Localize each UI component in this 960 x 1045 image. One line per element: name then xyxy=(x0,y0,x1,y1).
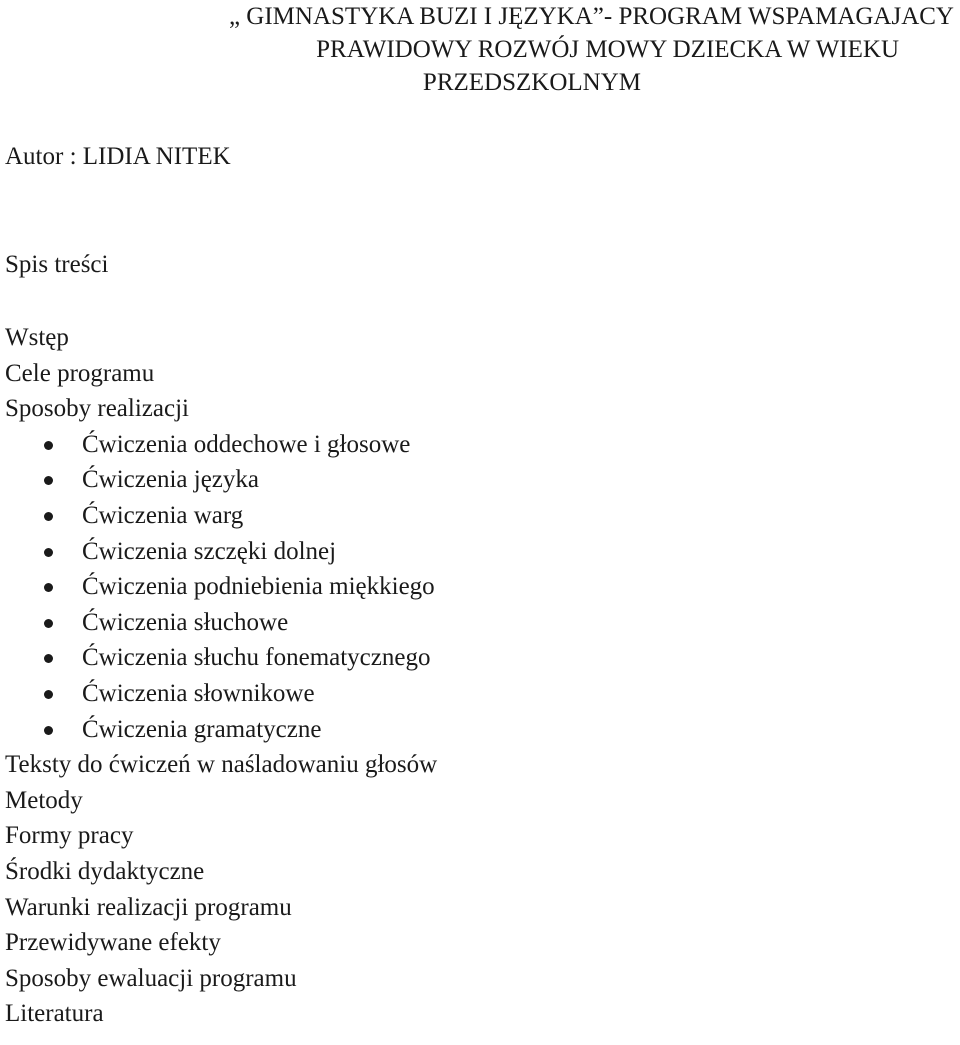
toc-heading: Spis treści xyxy=(5,251,109,278)
toc-subitem-label: Ćwiczenia języka xyxy=(82,466,259,494)
toc-subitem-label: Ćwiczenia gramatyczne xyxy=(82,715,322,743)
toc-subitem xyxy=(5,569,437,605)
toc-subitem xyxy=(5,427,437,463)
title-line-3: PRZEDSZKOLNYM xyxy=(422,69,641,96)
toc-subitem-label: Ćwiczenia podniebienia miękkiego xyxy=(82,573,435,601)
document-title xyxy=(0,0,960,99)
bullet-icon xyxy=(44,690,53,699)
bullet-icon xyxy=(44,512,53,521)
toc-item-teksty: Teksty do ćwiczeń w naśladowaniu głosów xyxy=(5,751,438,779)
toc-subitem-label: Ćwiczenia słuchowe xyxy=(82,608,289,636)
title-line-2: PRAWIDOWY ROZWÓJ MOWY DZIECKA W WIEKU xyxy=(316,36,899,63)
toc-subitem xyxy=(5,712,437,748)
toc-item-cele-programu: Cele programu xyxy=(5,359,155,387)
toc-subitem-label: Ćwiczenia słownikowe xyxy=(82,679,315,707)
table-of-contents xyxy=(5,320,437,1032)
toc-item-sposoby-ewaluacji: Sposoby ewaluacji programu xyxy=(5,964,297,992)
toc-subitem xyxy=(5,498,437,534)
toc-item-warunki-realizacji: Warunki realizacji programu xyxy=(5,893,292,921)
bullet-icon xyxy=(44,476,53,485)
toc-item-metody: Metody xyxy=(5,786,83,814)
toc-subitem xyxy=(5,640,437,676)
toc-item-literatura: Literatura xyxy=(5,1000,104,1028)
toc-item-sposoby-realizacji: Sposoby realizacji xyxy=(5,395,189,423)
toc-item-wstep: Wstęp xyxy=(5,324,69,351)
bullet-icon xyxy=(44,619,53,628)
bullet-icon xyxy=(44,583,53,592)
toc-item-przewidywane-efekty: Przewidywane efekty xyxy=(5,929,221,957)
toc-subitem-label: Ćwiczenia słuchu fonematycznego xyxy=(82,644,431,672)
bullet-icon xyxy=(44,654,53,663)
toc-item-formy-pracy: Formy pracy xyxy=(5,822,134,850)
toc-subitem xyxy=(5,534,437,570)
toc-subitem-label: Ćwiczenia warg xyxy=(82,501,244,529)
bullet-icon xyxy=(44,548,53,557)
title-line-1: „ GIMNASTYKA BUZI I JĘZYKA”- PROGRAM WSPAMAGAJACY xyxy=(228,3,954,30)
toc-item-srodki-dydaktyczne: Środki dydaktyczne xyxy=(5,857,205,885)
toc-subitem xyxy=(5,605,437,641)
toc-subitem-label: Ćwiczenia szczęki dolnej xyxy=(82,537,337,565)
author-line: Autor : LIDIA NITEK xyxy=(5,143,231,170)
toc-subitem xyxy=(5,462,437,498)
bullet-icon xyxy=(44,441,53,450)
toc-subitem xyxy=(5,676,437,712)
bullet-icon xyxy=(44,726,53,735)
toc-subitem-label: Ćwiczenia oddechowe i głosowe xyxy=(82,430,411,458)
